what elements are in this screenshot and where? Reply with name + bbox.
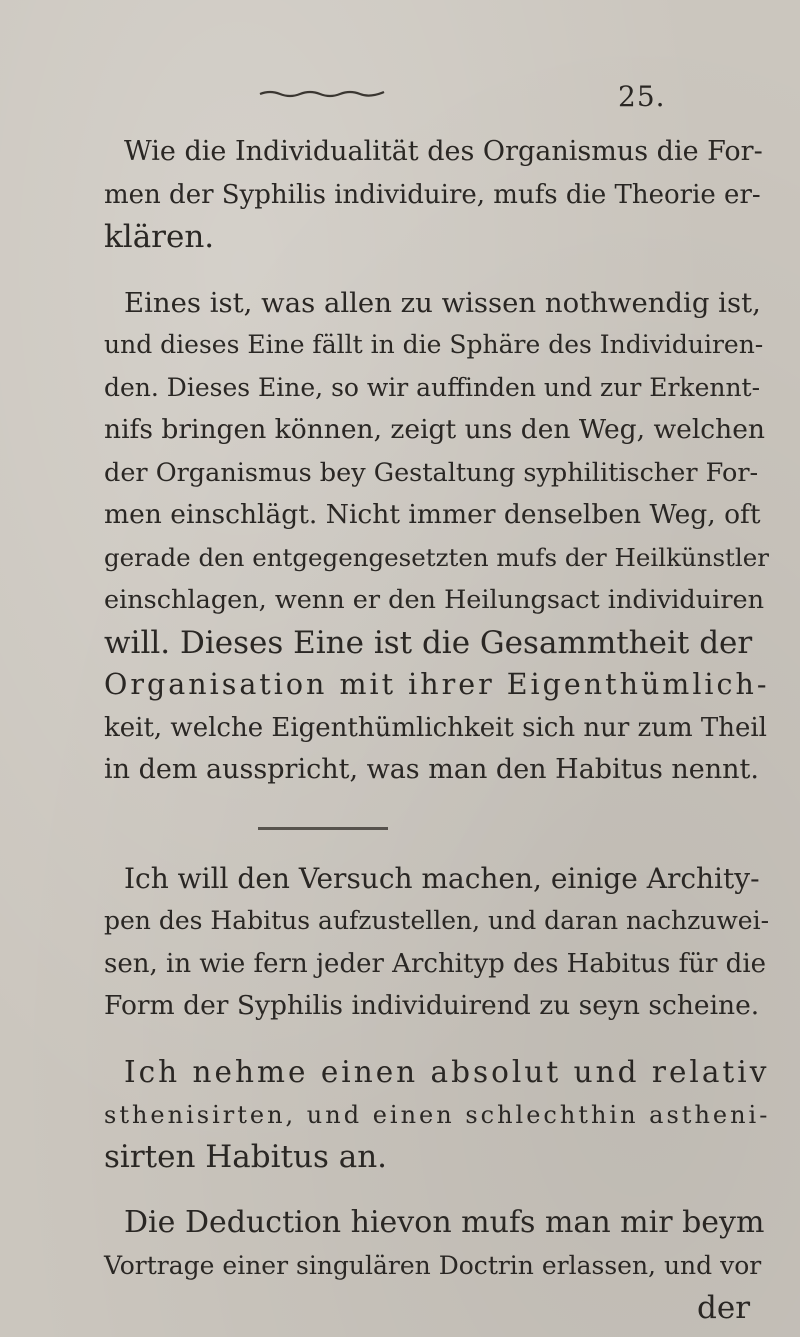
- paragraph-2-line-5: der Organismus bey Gestaltung syphilitischer For-: [104, 458, 759, 488]
- paragraph-2-line-9: will. Dieses Eine ist die Gesammtheit der: [104, 625, 753, 661]
- paragraph-3-line-3: sen, in wie fern jeder Archityp des Habitus für die: [104, 949, 767, 979]
- header-ornament: [258, 88, 388, 98]
- paragraph-1-line-3: klären.: [104, 219, 215, 255]
- paragraph-2-line-12: in dem ausspricht, was man den Habitus nennt.: [104, 754, 759, 785]
- paragraph-2-line-11: keit, welche Eigenthümlichkeit sich nur zum Theil: [104, 713, 767, 743]
- paragraph-2-line-4: nifs bringen können, zeigt uns den Weg, welchen: [104, 414, 765, 445]
- paragraph-1-line-2: men der Syphilis individuire, mufs die Theorie er-: [104, 180, 761, 210]
- paragraph-3-line-4: Form der Syphilis individuirend zu seyn scheine.: [104, 990, 760, 1021]
- catchword: der: [697, 1290, 751, 1326]
- paragraph-2-line-10: Organisation mit ihrer Eigenthümlich-: [104, 668, 770, 701]
- paragraph-2-line-6: men einschlägt. Nicht immer denselben Weg, oft: [104, 499, 761, 530]
- paragraph-3-line-1: Ich will den Versuch machen, einige Archity-: [124, 862, 760, 895]
- paragraph-2-line-1: Eines ist, was allen zu wissen nothwendig ist,: [124, 287, 761, 319]
- paragraph-5-line-1: Die Deduction hievon mufs man mir beym: [124, 1205, 765, 1240]
- paragraph-5-line-2: Vortrage einer singulären Doctrin erlassen, und vor: [104, 1251, 762, 1280]
- paragraph-2-line-3: den. Dieses Eine, so wir auffinden und zur Erkennt-: [104, 373, 761, 402]
- paragraph-1-line-1: Wie die Individualität des Organismus die For-: [124, 136, 763, 167]
- paragraph-2-line-2: und dieses Eine fällt in die Sphäre des Individuiren-: [104, 330, 764, 359]
- paragraph-4-line-2: sthenisirten, und einen schlechthin astheni-: [104, 1101, 771, 1129]
- paragraph-4-line-1: Ich nehme einen absolut und relativ: [124, 1055, 770, 1089]
- paragraph-4-line-3: sirten Habitus an.: [104, 1139, 388, 1175]
- section-divider: [258, 827, 388, 830]
- paragraph-3-line-2: pen des Habitus aufzustellen, und daran nachzuwei-: [104, 906, 770, 935]
- paragraph-2-line-8: einschlagen, wenn er den Heilungsact individuiren: [104, 585, 765, 615]
- paragraph-2-line-7: gerade den entgegengesetzten mufs der Heilkünstler: [104, 543, 769, 572]
- page-number: 25.: [618, 80, 666, 113]
